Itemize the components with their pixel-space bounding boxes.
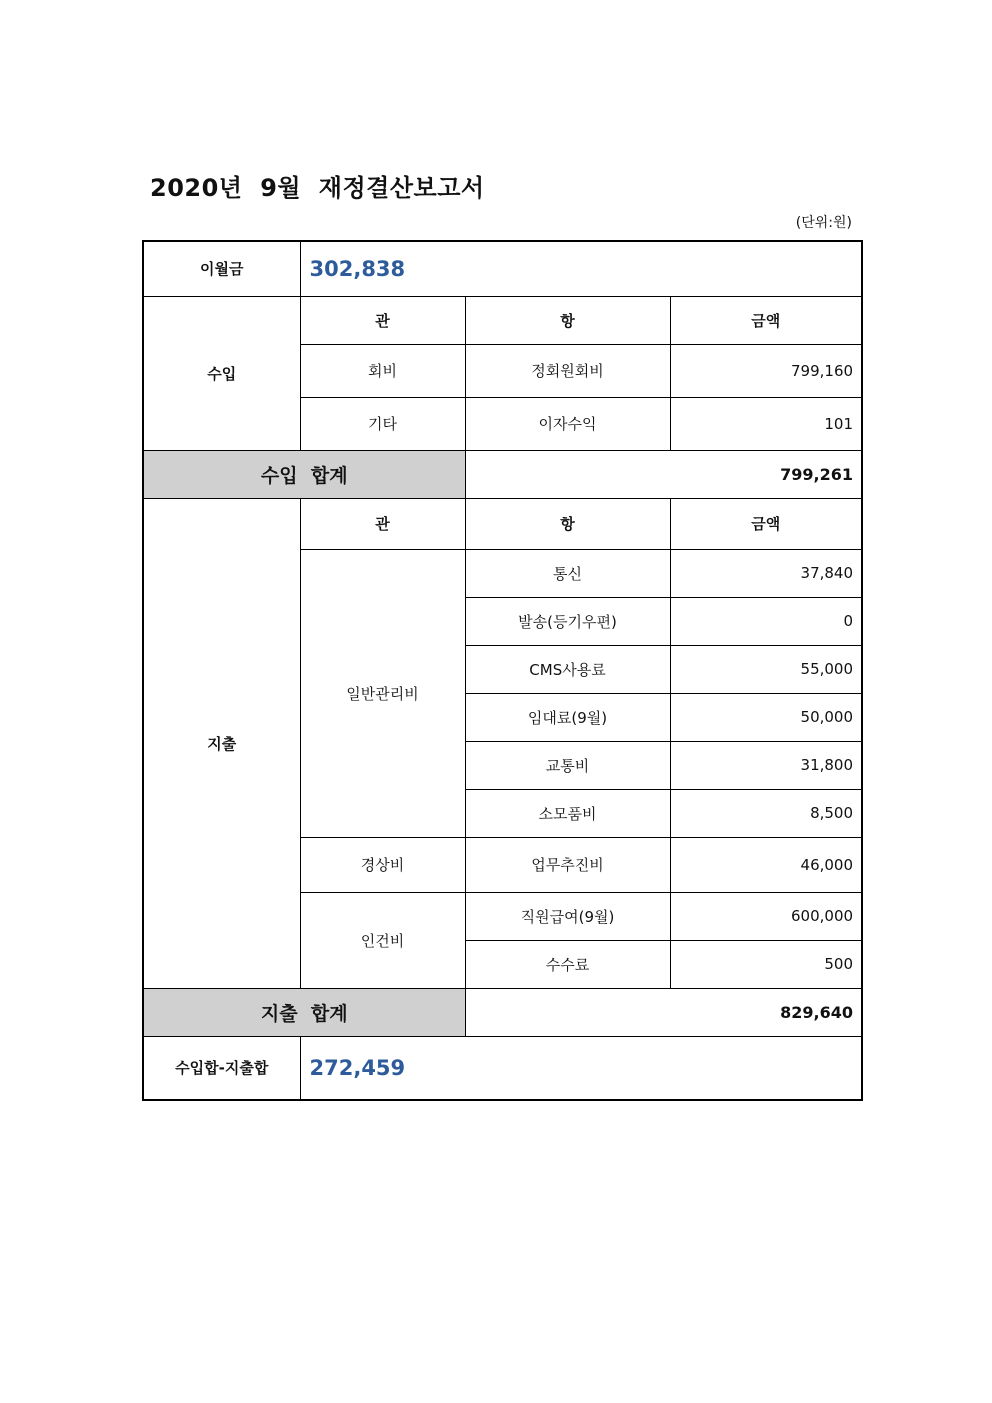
expense-header-row: [143, 498, 862, 549]
income-hang: 정회원회비: [465, 344, 670, 397]
carryover-value: 302,838: [300, 241, 862, 296]
expense-hang: CMS사용료: [465, 645, 670, 693]
expense-hang: 수수료: [465, 940, 670, 988]
expense-hang: 직원급여(9월): [465, 892, 670, 940]
expense-total-label: 지출 합계: [143, 988, 465, 1036]
expense-hang: 임대료(9월): [465, 693, 670, 741]
income-gwan: 기타: [300, 397, 465, 450]
income-total-row: [143, 450, 862, 498]
balance-value: 272,459: [300, 1036, 862, 1100]
carryover-row: [143, 241, 862, 296]
income-gwan: 회비: [300, 344, 465, 397]
expense-amount: 55,000: [670, 645, 862, 693]
expense-amount: 37,840: [670, 549, 862, 597]
income-hang: 이자수익: [465, 397, 670, 450]
expense-header-amount: 금액: [670, 498, 862, 549]
expense-amount: 600,000: [670, 892, 862, 940]
expense-section-label: 지출: [143, 498, 300, 988]
expense-amount: 500: [670, 940, 862, 988]
expense-total-row: [143, 988, 862, 1036]
expense-amount: 0: [670, 597, 862, 645]
balance-label: 수입합-지출합: [143, 1036, 300, 1100]
report-title: 2020년 9월 재정결산보고서: [150, 174, 485, 202]
expense-gwan: 인건비: [300, 892, 465, 988]
expense-amount: 31,800: [670, 741, 862, 789]
expense-amount: 46,000: [670, 837, 862, 892]
expense-hang: 통신: [465, 549, 670, 597]
income-amount: 101: [670, 397, 862, 450]
income-total-value: 799,261: [465, 450, 862, 498]
income-amount: 799,160: [670, 344, 862, 397]
income-total-label: 수입 합계: [143, 450, 465, 498]
expense-gwan: 일반관리비: [300, 549, 465, 837]
expense-amount: 50,000: [670, 693, 862, 741]
carryover-label: 이월금: [143, 241, 300, 296]
expense-header-hang: 항: [465, 498, 670, 549]
expense-header-gwan: 관: [300, 498, 465, 549]
expense-hang: 소모품비: [465, 789, 670, 837]
expense-gwan: 경상비: [300, 837, 465, 892]
expense-hang: 교통비: [465, 741, 670, 789]
income-section-label: 수입: [143, 296, 300, 450]
finance-report-table: [142, 240, 863, 1101]
expense-hang: 발송(등기우편): [465, 597, 670, 645]
expense-amount: 8,500: [670, 789, 862, 837]
balance-row: [143, 1036, 862, 1100]
income-header-row: [143, 296, 862, 344]
income-header-amount: 금액: [670, 296, 862, 344]
unit-note: (단위:원): [795, 215, 852, 231]
income-header-hang: 항: [465, 296, 670, 344]
income-header-gwan: 관: [300, 296, 465, 344]
expense-total-value: 829,640: [465, 988, 862, 1036]
expense-hang: 업무추진비: [465, 837, 670, 892]
